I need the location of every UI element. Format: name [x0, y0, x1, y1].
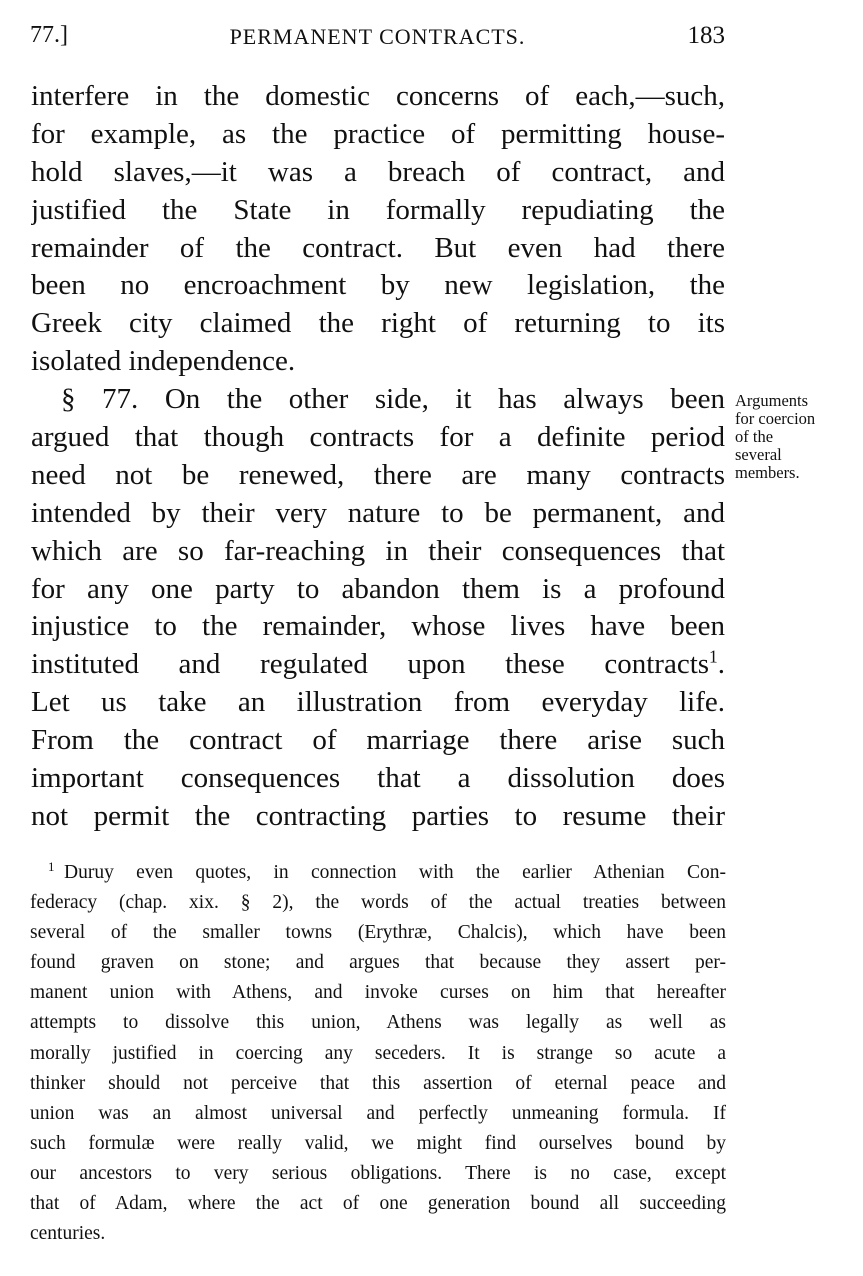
- text-line: Let us take an illustration from everyday life.: [31, 686, 725, 719]
- text-line: injustice to the remainder, whose lives have been: [31, 610, 725, 643]
- text-line: intended by their very nature to be permanent, and: [31, 496, 725, 529]
- footnote-line: union was an almost universal and perfectly unmeaning formula. If: [30, 1102, 726, 1124]
- section-heading-line: § 77. On the other side, it has always been: [61, 383, 725, 416]
- footnote-line: found graven on stone; and argues that because they assert per-: [30, 952, 726, 974]
- main-text: [31, 78, 725, 836]
- text-segment: instituted and regulated upon these contracts: [31, 648, 710, 681]
- text-line: argued that though contracts for a definite period: [31, 421, 725, 454]
- text-line: which are so far-reaching in their consequences that: [31, 534, 725, 567]
- margin-note-line: several: [735, 445, 782, 464]
- footnote-line: manent union with Athens, and invoke curses on him that hereafter: [30, 982, 726, 1004]
- footnote-line: that of Adam, where the act of one generation bound all succeeding: [30, 1193, 726, 1215]
- running-title: PERMANENT CONTRACTS.: [229, 24, 526, 49]
- text-segment: .: [717, 648, 725, 681]
- text-line-with-footnote-ref: [31, 646, 725, 684]
- footnote-line: 1 Duruy even quotes, in connection with the earlier Athenian Con-: [48, 858, 726, 883]
- text-line: been no encroachment by new legislation, the: [31, 269, 725, 302]
- footnote-reference[interactable]: 1: [709, 646, 718, 667]
- text-line: interfere in the domestic concerns of each,—such,: [31, 80, 725, 112]
- footnote-line: centuries.: [30, 1223, 106, 1245]
- footnote: [30, 858, 726, 1249]
- footnote-line: federacy (chap. xix. § 2), the words of the actual treaties between: [30, 892, 726, 914]
- text-line: hold slaves,—it was a breach of contract, and: [31, 155, 725, 188]
- footnote-line: our ancestors to very serious obligations. There is no case, except: [30, 1162, 726, 1184]
- text-line: isolated independence.: [31, 345, 296, 378]
- margin-note-line: of the: [735, 427, 774, 446]
- text-line: justified the State in formally repudiating the: [31, 193, 725, 226]
- text-line: for any one party to abandon them is a profound: [31, 572, 725, 605]
- text-line: for example, as the practice of permitting house-: [31, 117, 725, 150]
- footnote-line: morally justified in coercing any seceders. It is strange so acute a: [30, 1042, 726, 1064]
- text-line: Greek city claimed the right of returning to its: [31, 307, 725, 340]
- margin-note-line: Arguments: [735, 391, 809, 410]
- text-line: From the contract of marriage there arise such: [31, 724, 725, 757]
- footnote-line: attempts to dissolve this union, Athens was legally as well as: [30, 1012, 726, 1034]
- footnote-line: such formulæ were really valid, we might find ourselves bound by: [30, 1132, 726, 1154]
- page-number: 183: [687, 22, 725, 49]
- section-number: 77.]: [30, 22, 68, 48]
- footnote-text: Duruy even quotes, in connection with the earlier Athenian Con-: [64, 862, 726, 883]
- margin-note: [735, 392, 855, 482]
- text-line: need not be renewed, there are many contracts: [31, 458, 725, 491]
- footnote-line: thinker should not perceive that this assertion of eternal peace and: [30, 1072, 726, 1094]
- text-line: not permit the contracting parties to resume their: [31, 799, 725, 832]
- margin-note-line: members.: [735, 463, 800, 482]
- text-line: remainder of the contract. But even had there: [31, 231, 725, 264]
- text-line: important consequences that a dissolution does: [31, 762, 725, 795]
- margin-note-line: for coercion: [735, 409, 816, 428]
- running-header: [30, 22, 725, 56]
- footnote-line: several of the smaller towns (Erythræ, Chalcis), which have been: [30, 922, 726, 944]
